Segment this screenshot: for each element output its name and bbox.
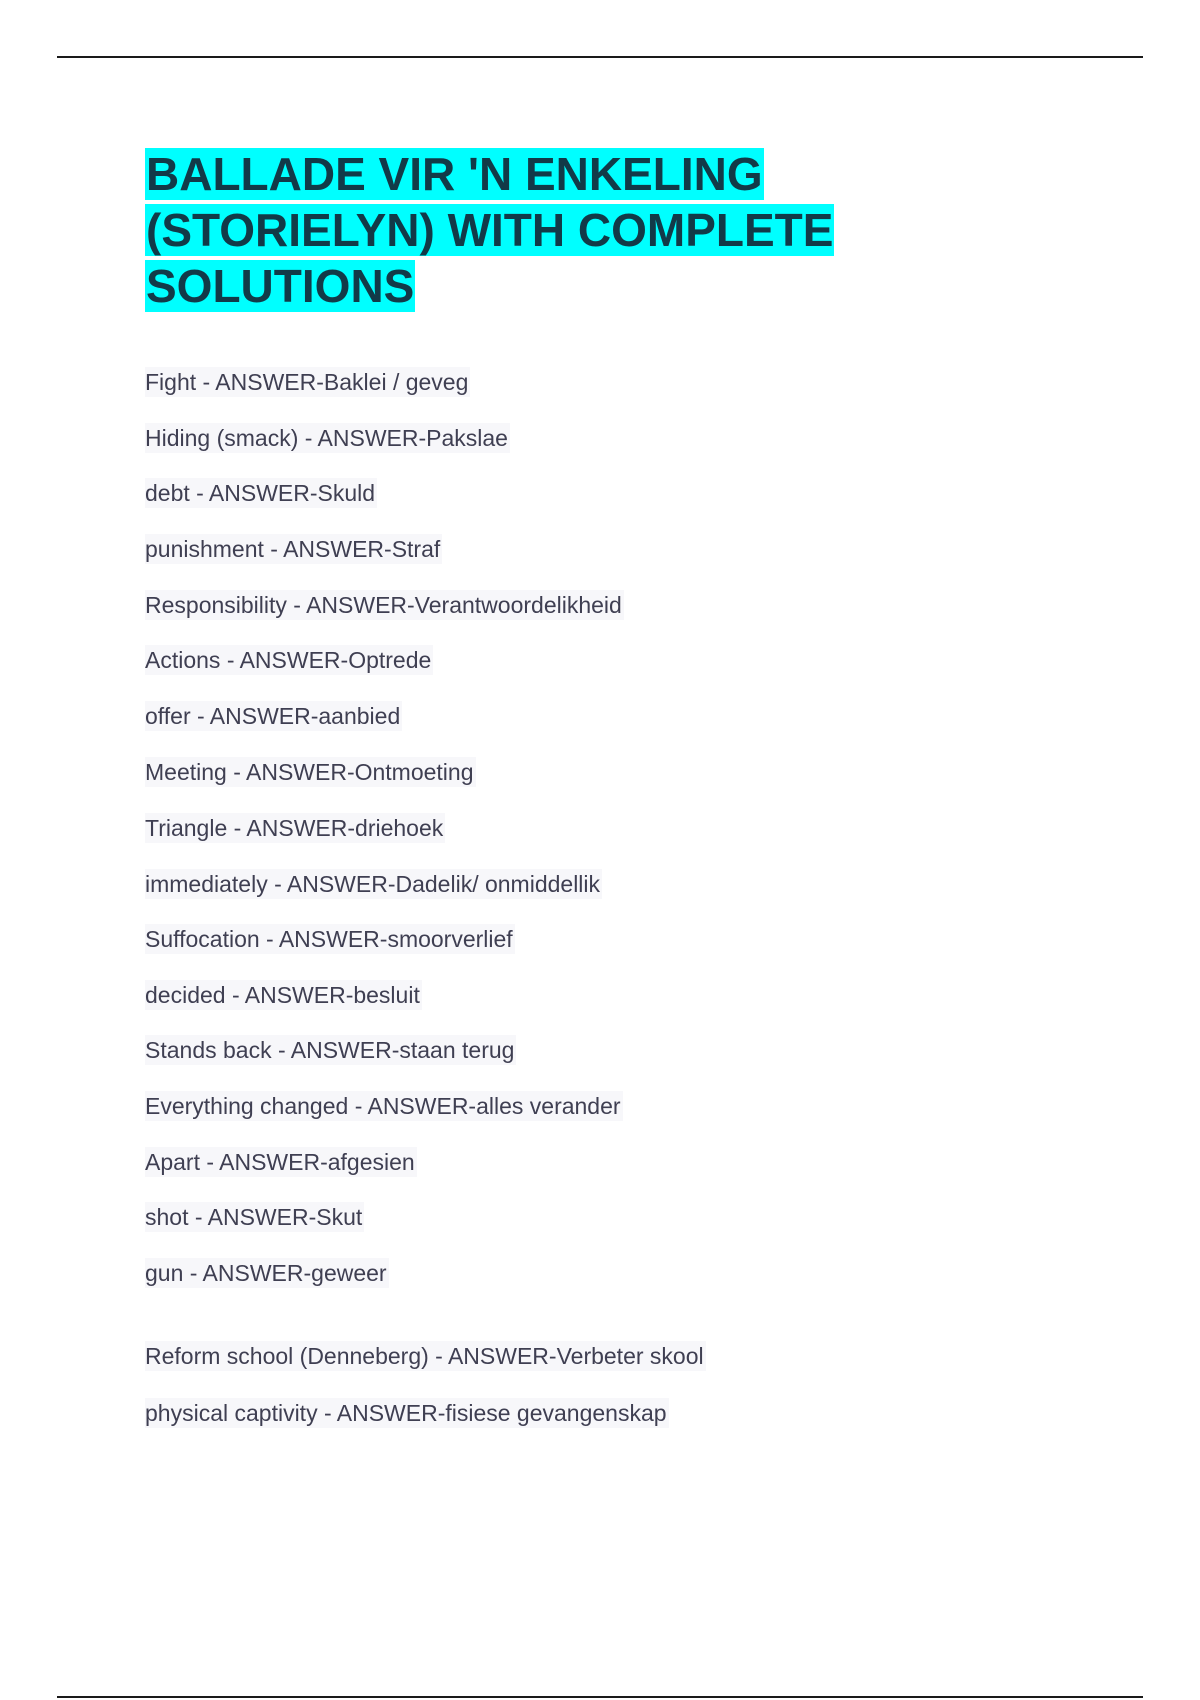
vocabulary-entry: immediately - ANSWER-Dadelik/ onmiddellik	[145, 871, 601, 897]
top-rule	[57, 56, 1143, 58]
vocabulary-entry: Triangle - ANSWER-driehoek	[145, 815, 444, 841]
vocabulary-entry: gun - ANSWER-geweer	[145, 1260, 387, 1286]
bottom-rule	[57, 1696, 1143, 1698]
vocabulary-entry: Everything changed - ANSWER-alles verander	[145, 1093, 621, 1119]
vocabulary-entry: Meeting - ANSWER-Ontmoeting	[145, 759, 474, 785]
title-line-2: (STORIELYN) WITH COMPLETE	[146, 204, 834, 256]
vocabulary-entry: Hiding (smack) - ANSWER-Pakslae	[145, 425, 508, 451]
vocabulary-entry: decided - ANSWER-besluit	[145, 982, 420, 1008]
title-line-1: BALLADE VIR 'N ENKELING	[146, 148, 763, 200]
vocabulary-entry: debt - ANSWER-Skuld	[145, 480, 376, 506]
vocabulary-entry: offer - ANSWER-aanbied	[145, 703, 401, 729]
vocabulary-entry: Actions - ANSWER-Optrede	[145, 647, 432, 673]
vocabulary-entry: Apart - ANSWER-afgesien	[145, 1149, 415, 1175]
vocabulary-entry: punishment - ANSWER-Straf	[145, 536, 441, 562]
vocabulary-entry: Stands back - ANSWER-staan terug	[145, 1037, 515, 1063]
vocabulary-entry: Responsibility - ANSWER-Verantwoordelikheid	[145, 592, 622, 618]
title-line-3: SOLUTIONS	[146, 260, 415, 312]
vocabulary-entry: Suffocation - ANSWER-smoorverlief	[145, 926, 513, 952]
document-title	[145, 146, 1045, 314]
vocabulary-entry: shot - ANSWER-Skut	[145, 1204, 363, 1230]
vocabulary-entry: Reform school (Denneberg) - ANSWER-Verbeter skool	[145, 1343, 704, 1369]
vocabulary-entry: physical captivity - ANSWER-fisiese gevangenskap	[145, 1400, 667, 1426]
vocabulary-entry: Fight - ANSWER-Baklei / geveg	[145, 369, 469, 395]
